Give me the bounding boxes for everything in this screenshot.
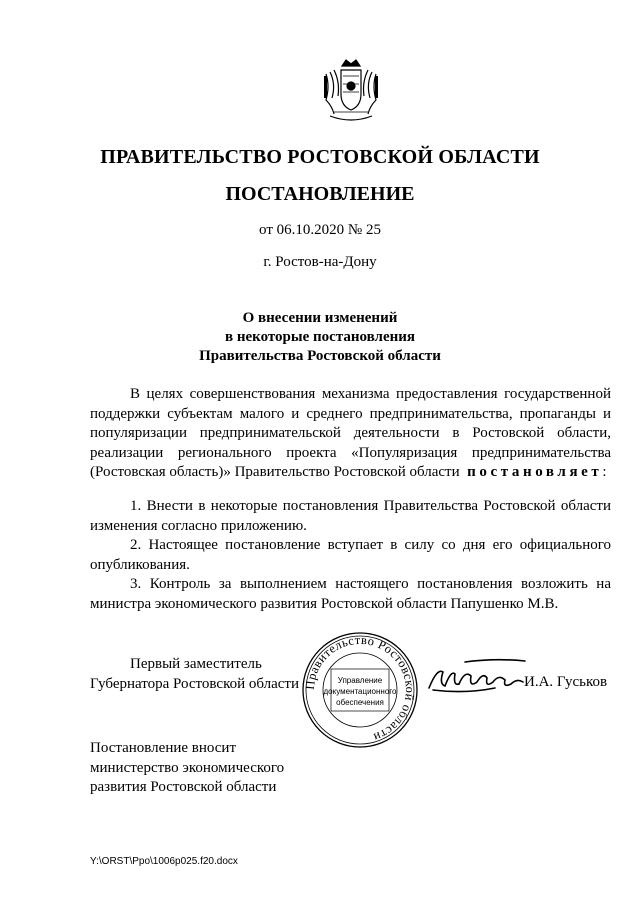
preamble (90, 385, 611, 483)
submitter-line: развития Ростовской области (90, 779, 277, 795)
submitter-note (90, 739, 284, 798)
document-subject (0, 309, 640, 366)
submitter-line: министерство экономического (90, 759, 285, 776)
decree-item: 2. Настоящее постановление вступает в силу со дня его официального опубликования. (90, 537, 611, 573)
decree-items (90, 497, 611, 614)
stamp-center-line: Управление (337, 676, 383, 685)
preamble-colon: : (602, 464, 607, 480)
coat-of-arms-icon (316, 56, 386, 126)
decree-word: постановляет (467, 464, 603, 480)
stamp-center-line: обеспечения (336, 698, 384, 707)
submitter-line: Постановление вносит (90, 740, 237, 756)
stamp-center-line: документационного (323, 687, 397, 696)
official-stamp (301, 631, 419, 749)
subject-line: О внесении изменений (242, 310, 398, 326)
stamp-ring-text: Правительство Ростовской области (302, 632, 418, 745)
file-path: Y:\ORST\Ppo\1006p025.f20.docx (90, 856, 238, 867)
preamble-paragraph (90, 385, 611, 483)
decree-item: 1. Внести в некоторые постановления Правительства Ростовской области изменения согласно приложению. (90, 498, 611, 534)
decree-item: 3. Контроль за выполнением настоящего постановления возложить на министра экономического развития Ростовской области Папушенко М.В. (90, 576, 611, 612)
handwritten-signature (425, 658, 530, 698)
signer-position-line: Первый заместитель (130, 656, 262, 672)
signer-name: И.А. Гуськов (524, 674, 608, 690)
signer-position-line: Губернатора Ростовской области (90, 676, 300, 692)
subject-line: в некоторые постановления (224, 329, 416, 345)
preamble-text: В целях совершенствования механизма предоставления государственной поддержки субъектам малого и среднего предпринимательства, пропаганды и популяризации предпринимательской деятельности в Ростовской области, реализации регионального проекта «Популяризация предпринимательства (Ростовская область)» Правительство Ростовской области (90, 386, 611, 480)
date-and-number: от 06.10.2020 № 25 (259, 222, 381, 238)
document-type: ПОСТАНОВЛЕНИЕ (225, 183, 415, 205)
government-title: ПРАВИТЕЛЬСТВО РОСТОВСКОЙ ОБЛАСТИ (100, 146, 540, 168)
city: г. Ростов-на-Дону (263, 254, 377, 270)
signer-position (90, 654, 299, 694)
subject-line: Правительства Ростовской области (199, 348, 441, 364)
